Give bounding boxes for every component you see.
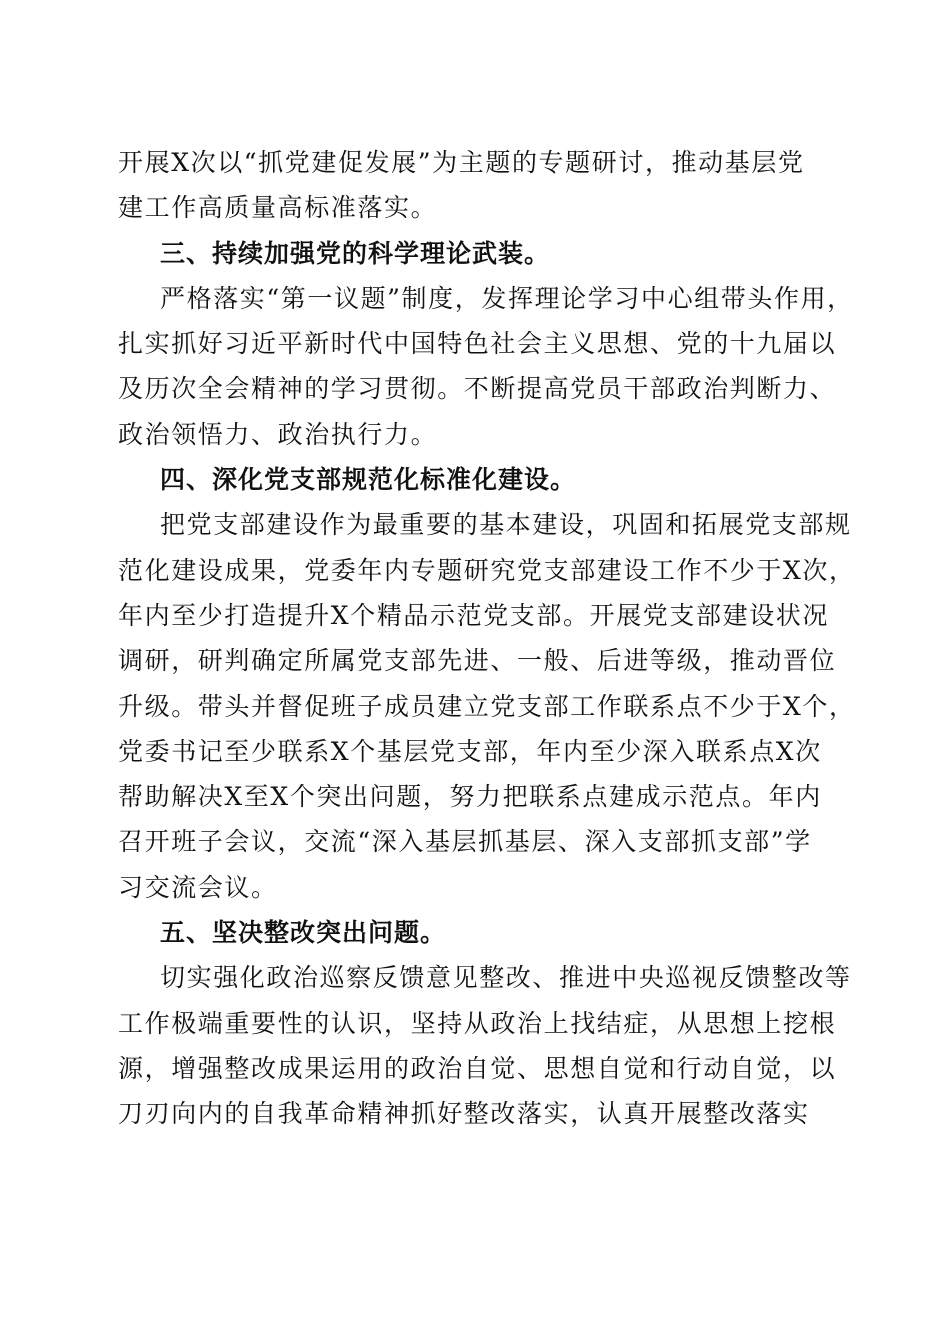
paragraph-line: 帮助解决X至X个突出问题，努力把联系点建成示范点。年内: [118, 782, 822, 812]
paragraph-line: 扎实抓好习近平新时代中国特色社会主义思想、党的十九届以: [118, 329, 837, 359]
paragraph-line: 习交流会议。: [118, 872, 278, 902]
paragraph-line: 政治领悟力、政治执行力。: [118, 419, 438, 449]
section-heading-5: 五、坚决整改突出问题。: [160, 918, 447, 948]
paragraph-line: 源，增强整改成果运用的政治自觉、思想自觉和行动自觉，以: [118, 1053, 837, 1083]
paragraph-line: 范化建设成果，党委年内专题研究党支部建设工作不少于X次，: [118, 555, 856, 585]
section-heading-4: 四、深化党支部规范化标准化建设。: [160, 465, 577, 495]
document-body: [118, 140, 856, 1137]
paragraph-line: 升级。带头并督促班子成员建立党支部工作联系点不少于X个，: [118, 691, 856, 721]
paragraph-line: 工作极端重要性的认识，坚持从政治上找结症，从思想上挖根: [118, 1008, 837, 1038]
paragraph-line: 调研，研判确定所属党支部先进、一般、后进等级，推动晋位: [118, 646, 837, 676]
paragraph-line: 年内至少打造提升X个精品示范党支部。开展党支部建设状况: [118, 600, 829, 630]
paragraph-line: 及历次全会精神的学习贯彻。不断提高党员干部政治判断力、: [118, 374, 837, 404]
paragraph-line: 切实强化政治巡察反馈意见整改、推进中央巡视反馈整改等: [160, 963, 852, 993]
paragraph-line: 建工作高质量高标准落实。: [118, 193, 438, 223]
paragraph-line: 刀刃向内的自我革命精神抓好整改落实，认真开展整改落实: [118, 1099, 810, 1129]
paragraph-line: 召开班子会议，交流“深入基层抓基层、深入支部抓支部”学: [118, 827, 812, 857]
section-heading-3: 三、持续加强党的科学理论武装。: [160, 238, 551, 268]
paragraph-line: 把党支部建设作为最重要的基本建设，巩固和拓展党支部规: [160, 510, 852, 540]
paragraph-line: 党委书记至少联系X个基层党支部，年内至少深入联系点X次: [118, 736, 822, 766]
paragraph-line: 开展X次以“抓党建促发展”为主题的专题研讨，推动基层党: [118, 148, 805, 177]
paragraph-line: 严格落实“第一议题”制度，发挥理论学习中心组带头作用，: [160, 283, 854, 313]
